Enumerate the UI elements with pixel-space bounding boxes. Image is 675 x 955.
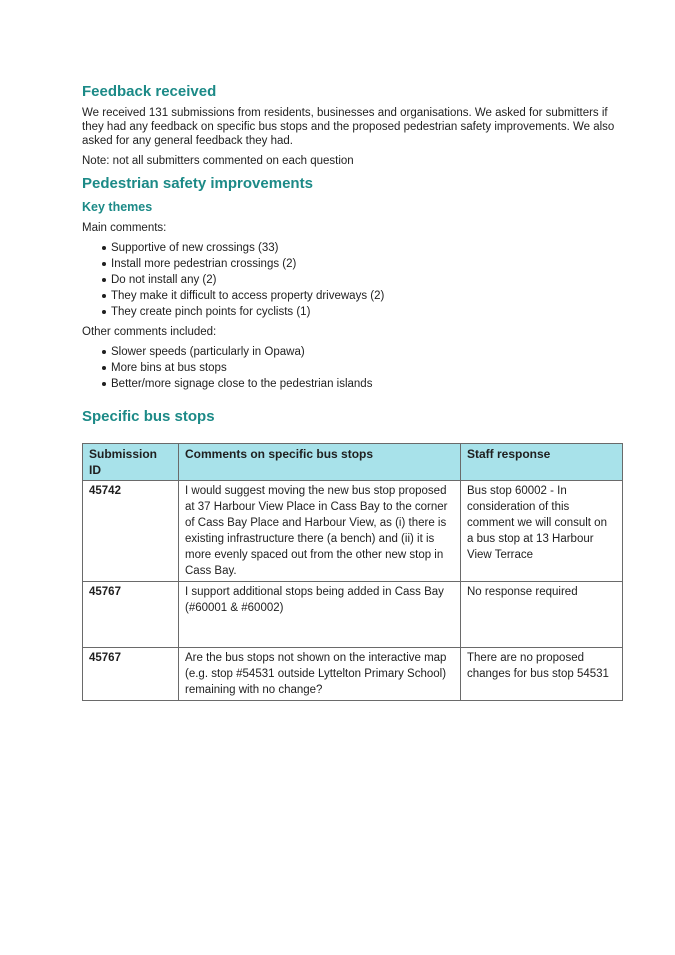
column-header-submission-id: Submission ID xyxy=(83,444,179,481)
table-header-row xyxy=(83,444,623,481)
comment-cell: I would suggest moving the new bus stop proposed at 37 Harbour View Place in Cass Bay to the corner of Cass Bay Place and Harbour View, as (i) there is existing infrastructure there (a bench) and (ii) it is more evenly spaced out from the other new stop in Cass Bay. xyxy=(179,481,461,582)
list-item: Slower speeds (particularly in Opawa) xyxy=(82,344,622,360)
list-item: Supportive of new crossings (33) xyxy=(82,240,622,256)
column-header-comments: Comments on specific bus stops xyxy=(179,444,461,481)
comment-cell: Are the bus stops not shown on the interactive map (e.g. stop #54531 outside Lyttelton Primary School) remaining with no change? xyxy=(179,648,461,701)
pedestrian-heading: Pedestrian safety improvements xyxy=(82,175,313,192)
submission-id-cell: 45767 xyxy=(83,582,179,648)
submission-id-cell: 45742 xyxy=(83,481,179,582)
feedback-paragraph: We received 131 submissions from residents, businesses and organisations. We asked for submitters if they had any feedback on specific bus stops and the proposed pedestrian safety improvements. We also asked for any general feedback they had. xyxy=(82,107,615,147)
bus-stops-table xyxy=(82,443,623,701)
response-cell: There are no proposed changes for bus stop 54531 xyxy=(461,648,623,701)
table-row xyxy=(83,582,623,648)
comment-cell: I support additional stops being added in Cass Bay (#60001 & #60002) xyxy=(179,582,461,648)
key-themes-heading: Key themes xyxy=(82,200,153,214)
list-item: Better/more signage close to the pedestrian islands xyxy=(82,376,622,392)
column-header-staff-response: Staff response xyxy=(461,444,623,481)
feedback-note: Note: not all submitters commented on each question xyxy=(82,155,354,167)
response-cell: Bus stop 60002 - In consideration of this comment we will consult on a bus stop at 13 Harbour View Terrace xyxy=(461,481,623,582)
response-cell: No response required xyxy=(461,582,623,648)
list-item: They create pinch points for cyclists (1) xyxy=(82,304,622,320)
table-row xyxy=(83,648,623,701)
feedback-heading: Feedback received xyxy=(82,83,217,100)
table-row xyxy=(83,481,623,582)
main-comments-list xyxy=(82,240,622,320)
main-comments-label: Main comments: xyxy=(82,222,167,234)
list-item: They make it difficult to access property driveways (2) xyxy=(82,288,622,304)
list-item: Install more pedestrian crossings (2) xyxy=(82,256,622,272)
document-page xyxy=(82,82,622,701)
bus-stops-heading: Specific bus stops xyxy=(82,408,215,425)
list-item: Do not install any (2) xyxy=(82,272,622,288)
other-comments-list xyxy=(82,344,622,392)
other-comments-label: Other comments included: xyxy=(82,326,217,338)
list-item: More bins at bus stops xyxy=(82,360,622,376)
submission-id-cell: 45767 xyxy=(83,648,179,701)
